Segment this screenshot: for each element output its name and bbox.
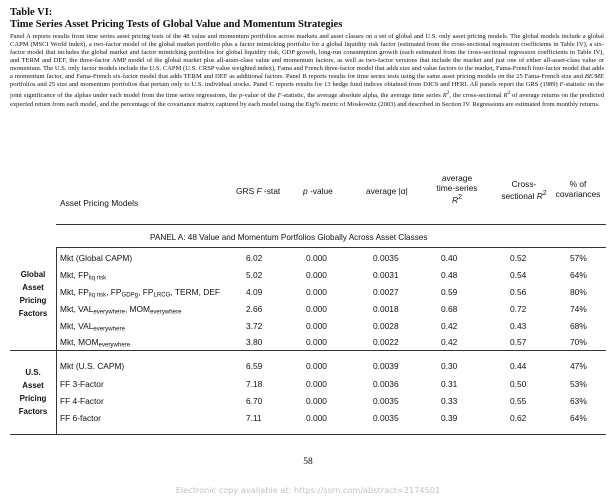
results-table [10,170,606,442]
group-label-global: Global Asset Pricing Factors [18,270,48,318]
table-caption: Panel A reports results from time series asset pricing tests of the 48 value and momentum portfolios across markets and asset classes on a set of global and U.S. only asset pricing models. The global models include a global CAPM (MSCI World index), a two-factor model of the global market portfolio plus a factor mimicking portfolio for a global liquidity risk factor (estimated from the cross-sectional regression coefficients in Table IV), a six-factor model that includes the global market and factor mimicking portfolios for global liquidity risk, GDP growth, long-run consumption growth (each estimated from the cross-sectional regression coefficients in Table IV), and TERM and DEF, the three-factor AMP model of the global market plus all-asset-class value and momentum factors, as well as two-factor versions that include the market and just one of either all-asset-class value or momentum. The U.S. only factor models include the U.S. CAPM (U.S. CRSP value weighted index), Fama and French three-factor model that adds size and value factors to the market, Fama-French four-factor model that adds a momentum factor, and Fama-French six-factor model that adds TERM and DEF as additional factors. Panel B reports results for time series tests using the same asset pricing models on the 25 Fama-French size and BE/ME portfolios and 25 size and momentum portfolios that pertain only to U.S. individual stocks. Panel C reports results for 13 hedge fund indices obtained from DJCS and HFRI. All panels report the GRS (1989) F-statistic on the joint significance of the alphas under each model from the time series regressions, the p-value of the F-statistic, the average absolute alpha, the average time series $R^2$, the cross-sectional $R^2$ of average returns on the predicted expected return from each model, and the percentage of the covariance matrix captured by each model using the Eig% metric of Moskowitz (2003) and described in Section IV. Regressions are estimated from monthly returns. [10,33,604,108]
table-title-block [10,7,606,31]
table-row: Mkt, $VAL_{everywhere}$ 3.72 0.000 0.0028 0.42 0.43 68% [60,321,587,333]
table-title: Time Series Asset Pricing Tests of Global Value and Momentum Strategies [10,19,343,30]
table-row: Mkt, $MOM_{everywhere}$ 3.80 0.000 0.0022 0.42 0.57 70% [60,337,587,349]
col-header-covariances: % of covariances [555,179,601,199]
page-number: 58 [303,457,313,467]
table-row: FF 4-Factor 6.70 0.000 0.0035 0.33 0.55 63% [60,396,587,406]
table-row: Mkt (U.S. CAPM) 6.59 0.000 0.0039 0.30 0.44 47% [60,361,587,371]
rule-bottom [10,434,606,435]
panel-a-title: PANEL A: 48 Value and Momentum Portfolios Globally Across Asset Classes [150,233,428,242]
table-row: FF 3-Factor 7.18 0.000 0.0036 0.31 0.50 53% [60,379,587,389]
table-row: Mkt (Global CAPM) 6.02 0.000 0.0035 0.40 0.52 57% [60,253,587,263]
table-row: FF 6-factor 7.11 0.000 0.0035 0.39 0.62 64% [60,413,587,423]
col-header-ts-r2: average time-series $R^2$ [436,173,478,205]
rule-group-vertical [56,248,57,434]
group-label-us: U.S. Asset Pricing Factors [18,368,48,416]
col-header-cs-r2: Cross- sectional $R^2$ [501,179,547,201]
table-row: Mkt, $VAL_{everywhere}$, $MOM_{everywhere}$ 2.66 0.000 0.0018 0.68 0.72 74% [60,304,587,316]
table-label: Table VI: [10,7,53,18]
ssrn-footer[interactable]: Electronic copy available at: https://ssrn.com/abstract=2174501 [175,485,441,495]
col-header-grs: GRS F -stat [236,186,281,196]
rule-header [56,224,606,225]
col-header-models: Asset Pricing Models [60,198,139,208]
rule-panel-a [56,247,606,248]
table-row: Mkt, $FP_{liq risk}$, $FP_{GDPg}$, $FP_{LRCG}$, TERM, DEF 4.09 0.000 0.0027 0.59 0.56 80% [60,287,587,299]
table-row: Mkt, $FP_{liq risk}$ 5.02 0.000 0.0031 0.48 0.54 64% [60,270,587,282]
col-header-pvalue: p -value [303,186,333,196]
col-header-avg-alpha: average |α| [366,186,408,196]
